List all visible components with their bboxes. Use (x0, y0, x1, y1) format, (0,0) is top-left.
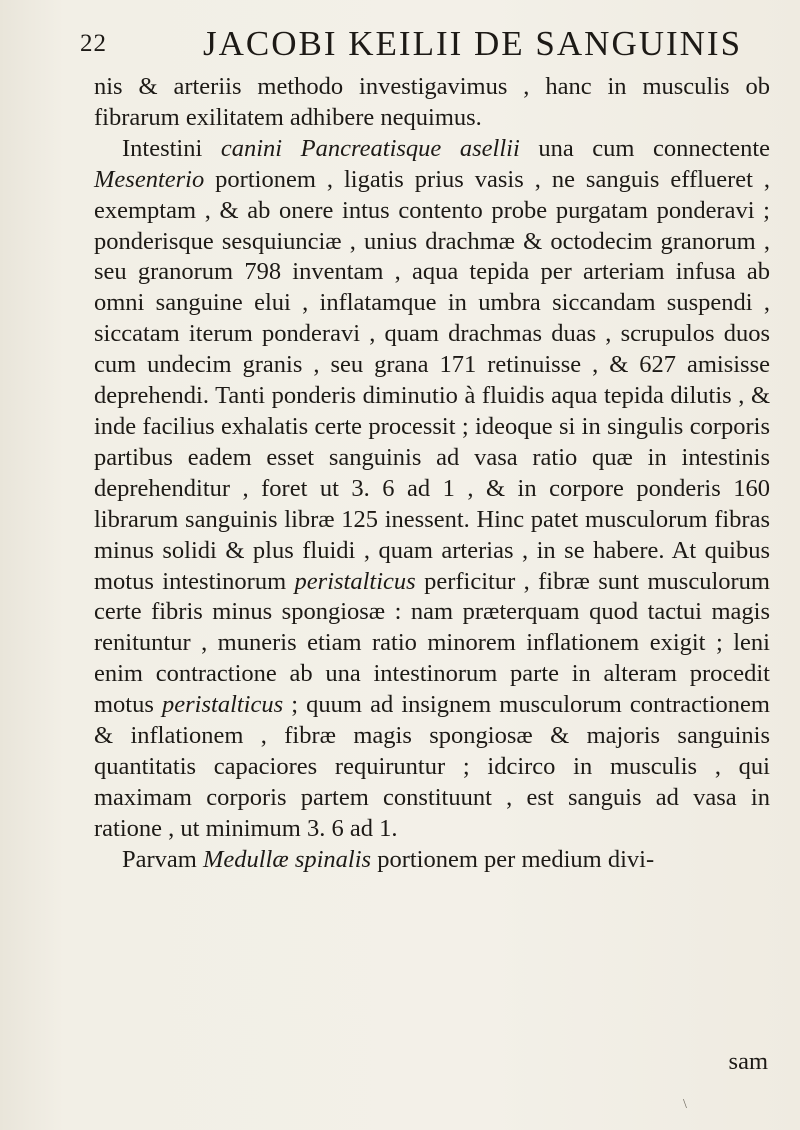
paragraph (94, 845, 770, 876)
text-segment: portionem , ligatis prius vasis , ne sanguis efflueret , exemptam , & ab onere intus contento probe purgatam ponderavi ; ponderisque sesquiunciæ , unius drachmæ & octodecim granorum , seu granorum 798 inventam , aqua tepida per arteriam infusa ab omni sanguine elui , inflatamque in umbra siccandam suspendi , siccatam iterum ponderavi , quam drachmas duas , scrupulos duos cum undecim granis , seu grana 171 retinuisse , & 627 amisisse deprehendi. Tanti ponderis diminutio à fluidis aqua tepida dilutis , & inde facilius exhalatis certe processit ; ideoque si in singulis corporis partibus eadem esset sanguinis ad vasa ratio quæ in intestinis deprehenditur , foret ut 3. 6 ad 1 , & in corpore ponderis 160 librarum sanguinis libræ 125 inessent. Hinc patet musculorum fibras minus solidi & plus fluidi , quam arterias , in se habere. At quibus motus intestinorum (94, 165, 770, 595)
running-head: JACOBI KEILII DE SANGUINIS (203, 24, 743, 63)
catchword: sam (728, 1048, 768, 1075)
italic-text: peristalticus (162, 691, 284, 719)
italic-text: canini Pancreatisque asellii (220, 134, 520, 162)
page-number: 22 (80, 30, 107, 57)
text-segment: Intestini (122, 134, 221, 162)
text-segment: portionem per medium divi- (371, 845, 655, 873)
italic-text: Medullæ spinalis (202, 845, 372, 873)
paragraph (94, 72, 770, 134)
text-segment: ; quum ad insignem musculorum contractionem & inflationem , fibræ magis spongiosæ & majoris sanguinis quantitatis capaciores requiruntur ; idcirco in musculis , qui maximam corporis partem constituunt , est sanguis ad vasa in ratione , ut minimum 3. 6 ad 1. (94, 691, 770, 842)
page-header (80, 24, 780, 70)
body-text (94, 72, 770, 876)
bottom-mark: \ (683, 1097, 687, 1112)
text-segment: perficitur , fibræ sunt musculorum certe fibris minus spongiosæ : nam præterquam quod tactui magis renituntur , muneris etiam ratio minorem inflationem exigit ; leni enim contractione ab una intestinorum parte in alteram procedit motus (94, 567, 770, 719)
italic-text: Mesenterio (94, 165, 205, 193)
text-segment: Parvam (122, 845, 203, 873)
text-segment: una cum connectente (519, 134, 770, 162)
text-segment: nis & arteriis methodo investigavimus , hanc in musculis ob fibrarum exilitatem adhibere nequimus. (94, 73, 770, 131)
italic-text: peristalticus (294, 567, 416, 595)
paragraph (94, 134, 770, 845)
